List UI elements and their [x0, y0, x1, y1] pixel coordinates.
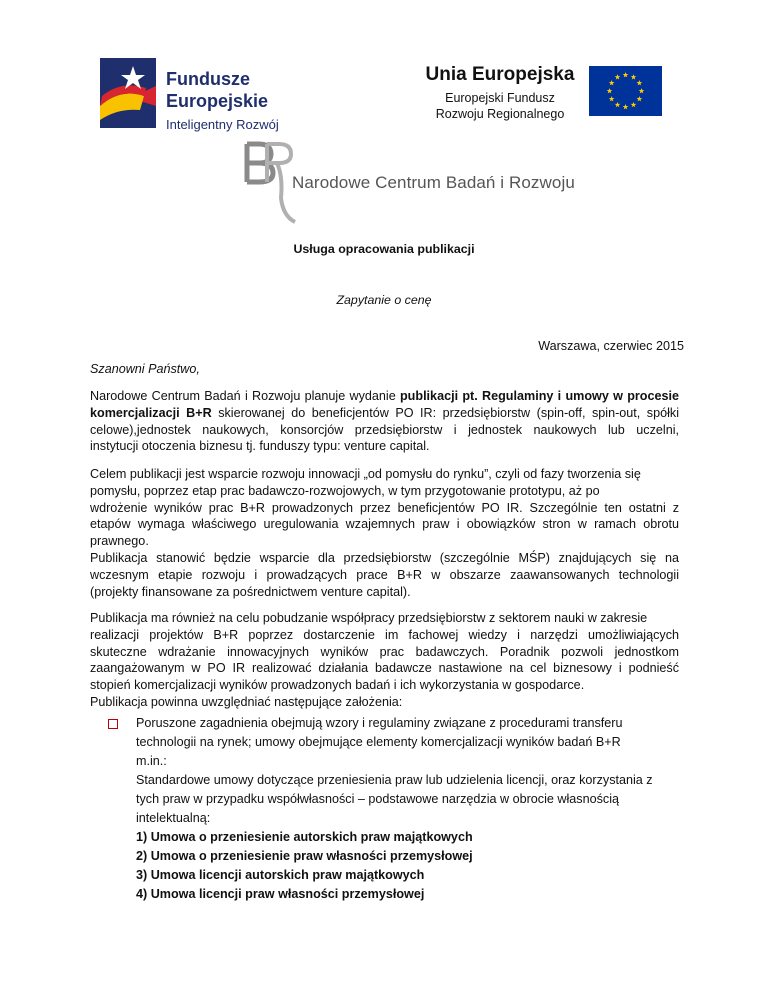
- numbered-item: 4) Umowa licencji praw własności przemysłowej: [136, 887, 425, 901]
- checkbox-icon: [108, 719, 118, 729]
- bullet-line: intelektualną:: [136, 811, 211, 825]
- paragraph-1-line-4: instytucji otoczenia biznesu tj. funduszy typu: venture capital.: [90, 439, 430, 454]
- eu-logo-line1: Europejski Fundusz: [445, 91, 555, 105]
- eu-logo-line2: Rozwoju Regionalnego: [435, 107, 565, 121]
- paragraph-1: [90, 388, 679, 455]
- numbered-item: 3) Umowa licencji autorskich praw majątkowych: [136, 868, 425, 882]
- paragraph-4-line: stopień komercjalizacji wyników prowadzonych badań i ich wykorzystania w gospodarce.: [90, 678, 585, 693]
- document-title: Usługa opracowania publikacji: [293, 242, 475, 256]
- p1-bold-title-cont: komercjalizacji B+R: [90, 405, 212, 420]
- paragraph-3: [90, 550, 679, 600]
- paragraph-2-line: Celem publikacji jest wsparcie rozwoju innowacji „od pomysłu do rynku”, czyli od fazy tworzenia się: [90, 467, 641, 481]
- bullet-item: [136, 714, 679, 904]
- paragraph-2-line: etapów wymaga właściwego uregulowania wzajemnych praw i obowiązków stron w ramach obrotu: [90, 517, 679, 532]
- paragraph-2: [90, 466, 679, 550]
- funds-logo-line2: Europejskie: [166, 91, 269, 111]
- paragraph-5-intro: Publikacja powinna uwzględniać następujące założenia:: [90, 695, 403, 709]
- bullet-line: technologii na rynek; umowy obejmujące elementy komercjalizacji wyników badań B+R: [136, 735, 621, 749]
- eu-logo-text: [412, 64, 588, 122]
- funds-logo-text: [166, 68, 279, 131]
- funds-logo-line1: Fundusze: [166, 69, 250, 89]
- p1-bold-title: publikacji pt. Regulaminy i umowy w procesie: [399, 389, 679, 403]
- document-date: Warszawa, czerwiec 2015: [538, 339, 684, 353]
- paragraph-2-line: wdrożenie wyników prac B+R prowadzonych przez beneficjentów PO IR. Szczególnie ten ostatni z: [90, 500, 679, 515]
- numbered-item: 2) Umowa o przeniesienie praw własności przemysłowej: [136, 849, 473, 863]
- bullet-line: Poruszone zagadnienia obejmują wzory i regulaminy związane z procedurami transferu: [136, 716, 623, 730]
- document-subtitle: Zapytanie o cenę: [336, 293, 432, 307]
- p1-text: Narodowe Centrum Badań i Rozwoju planuje wydanie: [90, 389, 400, 403]
- paragraph-3-line: wczesnym etapie rozwoju i prowadzących prace B+R w obszarze zaawansowanych technologii: [90, 567, 679, 582]
- paragraph-4-line: skuteczne wdrażanie innowacyjnych wyników prac badawczych. Poradnik pozwoli jednostkom: [90, 644, 679, 659]
- paragraph-4-line: zaangażowanym w PO IR realizować działania badawcze nastawione na cel biznesowy i podnieść: [90, 661, 679, 676]
- bullet-line: m.in.:: [136, 754, 167, 768]
- funds-logo-subtitle: Inteligentny Rozwój: [166, 117, 279, 132]
- paragraph-1-line-1: [90, 388, 679, 405]
- paragraph-4-line: Publikacja ma również na celu pobudzanie współpracy przedsiębiorstw z sektorem nauki w zakresie: [90, 611, 648, 625]
- numbered-item: 1) Umowa o przeniesienie autorskich praw majątkowych: [136, 830, 473, 844]
- paragraph-2-line: prawnego.: [90, 534, 149, 549]
- paragraph-2-line: pomysłu, poprzez etap prac badawczo-rozwojowych, w tym przygotowanie prototypu, aż po: [90, 483, 600, 498]
- paragraph-3-line: (projekty finansowane za pośrednictwem venture capital).: [90, 584, 411, 599]
- ncbr-logo-name: Narodowe Centrum Badań i Rozwoju: [292, 173, 575, 192]
- eu-logo-title: Unia Europejska: [425, 64, 575, 85]
- paragraph-4-line: realizacji projektów B+R poprzez dostarczenie im fachowej wiedzy i narzędzi umożliwiających: [90, 627, 679, 642]
- eu-flag-icon: [589, 66, 662, 116]
- paragraph-4: [90, 610, 679, 694]
- funds-star-flag-icon: [100, 58, 162, 128]
- ncbr-logo-mark: [243, 138, 297, 224]
- bullet-line: tych praw w przypadku współwłasności – podstawowe narzędzia w obrocie własnością: [136, 792, 619, 806]
- p1-text-cont: skierowanej do beneficjentów PO IR: przedsiębiorstw (spin-off, spin-out, spółki: [211, 405, 679, 420]
- paragraph-1-line-2: [90, 405, 679, 422]
- paragraph-1-line-3: celowe),jednostek naukowych, konsorcjów przedsiębiorstw i jednostek naukowych lub uczelni,: [90, 422, 679, 437]
- greeting: Szanowni Państwo,: [90, 362, 200, 376]
- bullet-line: Standardowe umowy dotyczące przeniesienia praw lub udzielenia licencji, oraz korzystania z: [136, 773, 653, 787]
- paragraph-3-line: Publikacja stanowić będzie wsparcie dla przedsiębiorstw (szczególnie MŚP) znajdujących się na: [90, 551, 679, 565]
